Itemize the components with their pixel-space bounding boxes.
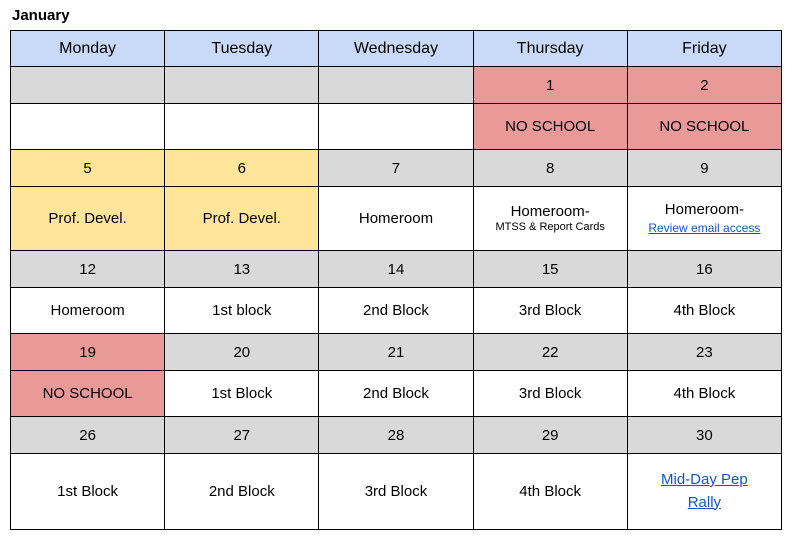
- event-row-week1: [11, 104, 782, 150]
- weekday-header-thursday: Thursday: [473, 31, 627, 67]
- event-cell-no-school: NO SCHOOL: [473, 104, 627, 150]
- event-cell-no-school: NO SCHOOL: [11, 371, 165, 417]
- date-cell-jan-19: 19: [11, 334, 165, 371]
- date-cell-jan-23: 23: [627, 334, 781, 371]
- date-cell-jan-14: 14: [319, 251, 473, 288]
- event-cell: 4th Block: [627, 371, 781, 417]
- date-cell: [11, 67, 165, 104]
- date-cell-jan-2: 2: [627, 67, 781, 104]
- date-cell-jan-9: 9: [627, 150, 781, 187]
- event-cell: Homeroom: [11, 288, 165, 334]
- date-cell-jan-6: 6: [165, 150, 319, 187]
- event-cell: 4th Block: [473, 454, 627, 530]
- date-row-week1: [11, 67, 782, 104]
- event-cell-prof-devel: Prof. Devel.: [165, 187, 319, 251]
- date-row-week5: [11, 417, 782, 454]
- event-cell-no-school: NO SCHOOL: [627, 104, 781, 150]
- event-cell: 2nd Block: [319, 371, 473, 417]
- date-cell-jan-30: 30: [627, 417, 781, 454]
- weekday-header-friday: Friday: [627, 31, 781, 67]
- event-cell-main-text: Homeroom-: [664, 201, 744, 219]
- event-cell-prof-devel: Prof. Devel.: [11, 187, 165, 251]
- event-cell: 3rd Block: [319, 454, 473, 530]
- event-cell: 3rd Block: [473, 288, 627, 334]
- weekday-header-tuesday: Tuesday: [165, 31, 319, 67]
- date-cell-jan-13: 13: [165, 251, 319, 288]
- event-row-week5: [11, 454, 782, 530]
- date-cell-jan-5: 5: [11, 150, 165, 187]
- date-cell-jan-26: 26: [11, 417, 165, 454]
- event-cell: 1st Block: [165, 371, 319, 417]
- date-cell-jan-22: 22: [473, 334, 627, 371]
- event-cell: 4th Block: [627, 288, 781, 334]
- month-title: January: [12, 7, 70, 24]
- event-cell-homeroom: Homeroom: [319, 187, 473, 251]
- date-cell-jan-21: 21: [319, 334, 473, 371]
- date-cell-jan-16: 16: [627, 251, 781, 288]
- weekday-header-wednesday: Wednesday: [319, 31, 473, 67]
- event-row-week4: [11, 371, 782, 417]
- event-cell: 2nd Block: [165, 454, 319, 530]
- event-cell-main-text: Homeroom-: [510, 202, 590, 220]
- event-cell: [319, 104, 473, 150]
- event-row-week2: [11, 187, 782, 251]
- weekday-header-monday: Monday: [11, 31, 165, 67]
- event-cell: 1st Block: [11, 454, 165, 530]
- date-cell-jan-15: 15: [473, 251, 627, 288]
- date-cell: [319, 67, 473, 104]
- date-row-week2: [11, 150, 782, 187]
- mid-day-pep-rally-link[interactable]: Mid-Day Pep Rally: [661, 471, 748, 511]
- event-cell-sub-text: MTSS & Report Cards: [495, 221, 605, 234]
- event-cell: 2nd Block: [319, 288, 473, 334]
- date-cell-jan-12: 12: [11, 251, 165, 288]
- event-cell: [165, 104, 319, 150]
- weekday-header-row: [11, 31, 782, 67]
- event-cell: [11, 104, 165, 150]
- event-cell-homeroom-email: [627, 187, 781, 251]
- review-email-access-link[interactable]: Review email access: [648, 220, 761, 235]
- event-cell-pep-rally: [627, 454, 781, 530]
- date-row-week4: [11, 334, 782, 371]
- calendar-table: [10, 30, 782, 530]
- date-cell-jan-27: 27: [165, 417, 319, 454]
- date-row-week3: [11, 251, 782, 288]
- date-cell-jan-7: 7: [319, 150, 473, 187]
- date-cell: [165, 67, 319, 104]
- date-cell-jan-20: 20: [165, 334, 319, 371]
- event-row-week3: [11, 288, 782, 334]
- date-cell-jan-8: 8: [473, 150, 627, 187]
- event-cell-homeroom-mtss: [473, 187, 627, 251]
- event-cell: 1st block: [165, 288, 319, 334]
- event-cell: 3rd Block: [473, 371, 627, 417]
- date-cell-jan-29: 29: [473, 417, 627, 454]
- date-cell-jan-28: 28: [319, 417, 473, 454]
- date-cell-jan-1: 1: [473, 67, 627, 104]
